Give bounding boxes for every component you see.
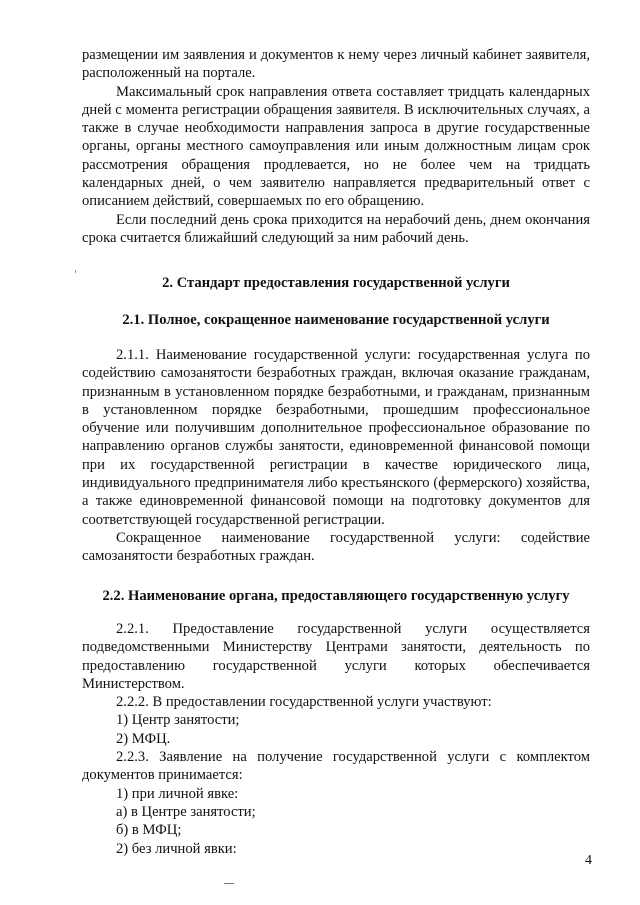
list-item: 2) МФЦ.: [116, 730, 171, 747]
subsection-heading: 2.1. Полное, сокращенное наименование государственной услуги: [122, 312, 550, 328]
list-item: б) в МФЦ;: [116, 822, 182, 839]
subsection-heading: 2.2. Наименование органа, предоставляющего государственную услугу: [102, 588, 570, 604]
section-heading: 2. Стандарт предоставления государственной услуги: [162, 275, 510, 291]
text-block-authority: [82, 620, 590, 858]
paragraph: Сокращенное наименование государственной услуги: содействие самозанятости безработных граждан.: [82, 529, 590, 565]
paragraph: 2.2.1. Предоставление государственной услуги осуществляется подведомственными Министерству Центрами занятости, деятельность по предоставлению государственной услуги которых обеспечивается Министерством.: [82, 621, 590, 692]
paragraph: Максимальный срок направления ответа составляет тридцать календарных дней с момента регистрации обращения заявителя. В исключительных случаях, а также в случае необходимости направления запроса в другие государственные органы, органы местного самоуправления или иным должностным лицам срок рассмотрения обращения продлевается, но не более чем на тридцать календарных дней, о чем заявителю направляется предварительный ответ с описанием действий, совершаемых по его обращению.: [82, 83, 590, 210]
list-item: 1) Центр занятости;: [116, 712, 240, 729]
page-number: 4: [585, 853, 592, 868]
paragraph: 2.2.2. В предоставлении государственной услуги участвуют:: [116, 694, 492, 711]
text-block-intro: [82, 46, 590, 247]
list-item: 2) без личной явки:: [116, 840, 237, 857]
list-item: 1) при личной явке:: [116, 785, 239, 802]
paragraph: 2.1.1. Наименование государственной услуги: государственная услуга по содействию самозанятости безработных граждан, включая оказание гражданам, признанным в установленном порядке безработными, и гражданам, признанным в установленном порядке безработными, прошедшим профессиональное обучение или получившим дополнительное профессиональное образование по направлению органов службы занятости, единовременной финансовой помощи при их государственной регистрации в качестве юридического лица, индивидуального предпринимателя либо крестьянского (фермерского) хозяйства, а также единовременной финансовой помощи на подготовку документов для соответствующей государственной регистрации.: [82, 347, 590, 528]
scan-artifact: [75, 270, 76, 273]
paragraph: 2.2.3. Заявление на получение государственной услуги с комплектом документов принимается:: [82, 749, 590, 784]
paragraph: размещении им заявления и документов к нему через личный кабинет заявителя, расположенный на портале.: [82, 47, 590, 82]
text-block-service-name: [82, 346, 590, 566]
paragraph: Если последний день срока приходится на нерабочий день, днем окончания срока считается ближайший следующий за ним рабочий день.: [82, 211, 590, 246]
list-item: а) в Центре занятости;: [116, 803, 256, 820]
scan-artifact: [224, 883, 234, 884]
